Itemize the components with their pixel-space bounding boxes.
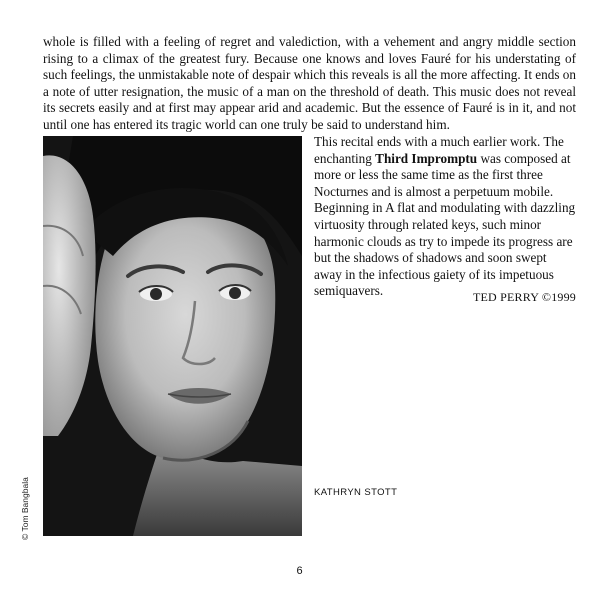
photo-caption: KATHRYN STOTT	[314, 487, 398, 498]
author-signature: TED PERRY ©1999	[472, 290, 576, 304]
photo-credit: © Tom Bangbala	[20, 477, 30, 540]
portrait-image	[43, 136, 302, 536]
intro-paragraph: whole is filled with a feeling of regret and valediction, with a vehement and angry middle section rising to a climax of the greatest fury. Because one knows and loves Fauré for his understating of such feelings, the unmistakable note of despair which this reveals is all the more affecting. It ends on a note of utter resignation, the music of a man on the threshold of death. This music does not reveal its secrets easily and at first may appear arid and academic. But the essence of Fauré is in it, and not until one has entered its tragic world can one truly be said to understand him.	[43, 34, 576, 132]
impromptu-paragraph-rest: was composed at more or less the same time as the first three Nocturnes and is almost a perpetuum mobile. Beginning in A flat and modulating with dazzling virtuosity through related keys, such minor harmonic clouds as try to impede its progress are but the shadows of shadows and soon swept away in the infectious gaiety of its impetuous semiquavers.	[314, 150, 576, 299]
page-number: 6	[296, 565, 303, 577]
portrait-photo	[43, 136, 302, 536]
work-title: Third Impromptu	[375, 150, 478, 166]
impromptu-paragraph-start: This recital ends with a much earlier work. The enchanting	[314, 134, 564, 166]
impromptu-paragraph	[314, 134, 576, 300]
